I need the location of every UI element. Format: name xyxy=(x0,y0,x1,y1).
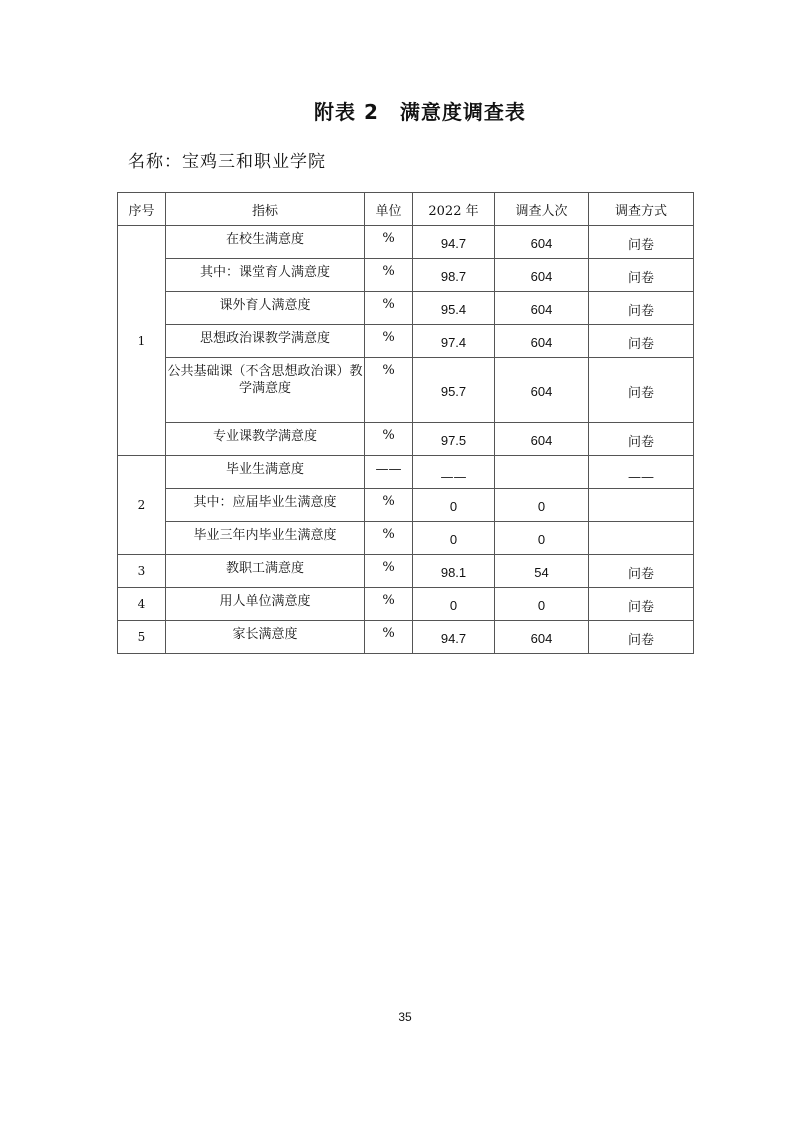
indicator-cell: 毕业三年内毕业生满意度 xyxy=(166,522,365,555)
table-row xyxy=(118,588,694,621)
value-cell: 95.7 xyxy=(413,358,495,423)
value-cell: 97.5 xyxy=(413,423,495,456)
table-row xyxy=(118,325,694,358)
unit-cell: % xyxy=(365,423,413,456)
method-cell: 问卷 xyxy=(589,259,694,292)
unit-cell: % xyxy=(365,226,413,259)
indicator-cell: 专业课教学满意度 xyxy=(166,423,365,456)
header-year: 2022 年 xyxy=(413,193,495,226)
count-cell: 604 xyxy=(495,325,589,358)
count-cell: 0 xyxy=(495,588,589,621)
header-indicator: 指标 xyxy=(166,193,365,226)
seq-cell: 3 xyxy=(118,555,166,588)
method-cell: 问卷 xyxy=(589,325,694,358)
count-cell: 604 xyxy=(495,358,589,423)
unit-cell: % xyxy=(365,292,413,325)
method-cell: 问卷 xyxy=(589,423,694,456)
table-row xyxy=(118,423,694,456)
method-cell: —— xyxy=(589,456,694,489)
indicator-cell: 毕业生满意度 xyxy=(166,456,365,489)
unit-cell: % xyxy=(365,489,413,522)
indicator-cell: 用人单位满意度 xyxy=(166,588,365,621)
count-cell: 0 xyxy=(495,522,589,555)
count-cell: 604 xyxy=(495,423,589,456)
count-cell: 0 xyxy=(495,489,589,522)
indicator-cell: 公共基础课（不含思想政治课）教学满意度 xyxy=(166,358,365,423)
value-cell: 0 xyxy=(413,588,495,621)
unit-cell: % xyxy=(365,522,413,555)
table-row xyxy=(118,555,694,588)
seq-cell: 2 xyxy=(118,456,166,555)
value-cell: 0 xyxy=(413,489,495,522)
method-cell: 问卷 xyxy=(589,555,694,588)
institution-name: 名称：宝鸡三和职业学院 xyxy=(128,152,326,172)
table-row xyxy=(118,226,694,259)
unit-cell: % xyxy=(365,259,413,292)
indicator-cell: 其中：课堂育人满意度 xyxy=(166,259,365,292)
method-cell: 问卷 xyxy=(589,588,694,621)
indicator-cell: 家长满意度 xyxy=(166,621,365,654)
indicator-cell: 其中：应届毕业生满意度 xyxy=(166,489,365,522)
method-cell: 问卷 xyxy=(589,292,694,325)
value-cell: 94.7 xyxy=(413,226,495,259)
value-cell: 97.4 xyxy=(413,325,495,358)
header-count: 调查人次 xyxy=(495,193,589,226)
table-row xyxy=(118,489,694,522)
count-cell xyxy=(495,456,589,489)
method-cell: 问卷 xyxy=(589,358,694,423)
seq-cell: 5 xyxy=(118,621,166,654)
table-row xyxy=(118,522,694,555)
indicator-cell: 思想政治课教学满意度 xyxy=(166,325,365,358)
method-cell: 问卷 xyxy=(589,226,694,259)
unit-cell: % xyxy=(365,621,413,654)
seq-cell: 1 xyxy=(118,226,166,456)
table-row xyxy=(118,292,694,325)
page-number: 35 xyxy=(398,1010,412,1024)
value-cell: 95.4 xyxy=(413,292,495,325)
value-cell: 94.7 xyxy=(413,621,495,654)
unit-cell: % xyxy=(365,325,413,358)
unit-cell: % xyxy=(365,588,413,621)
header-unit: 单位 xyxy=(365,193,413,226)
header-seq: 序号 xyxy=(118,193,166,226)
indicator-cell: 教职工满意度 xyxy=(166,555,365,588)
value-cell: 98.1 xyxy=(413,555,495,588)
table-row xyxy=(118,456,694,489)
method-cell: 问卷 xyxy=(589,621,694,654)
indicator-cell: 在校生满意度 xyxy=(166,226,365,259)
table-header-row xyxy=(118,193,694,226)
method-cell xyxy=(589,522,694,555)
page-title: 附表 2 满意度调查表 xyxy=(314,100,526,124)
value-cell: 98.7 xyxy=(413,259,495,292)
value-cell: 0 xyxy=(413,522,495,555)
unit-cell: % xyxy=(365,358,413,423)
count-cell: 604 xyxy=(495,621,589,654)
count-cell: 604 xyxy=(495,226,589,259)
value-cell: —— xyxy=(413,456,495,489)
seq-cell: 4 xyxy=(118,588,166,621)
table-row xyxy=(118,358,694,423)
count-cell: 604 xyxy=(495,259,589,292)
table-row xyxy=(118,621,694,654)
count-cell: 54 xyxy=(495,555,589,588)
indicator-cell: 课外育人满意度 xyxy=(166,292,365,325)
unit-cell: % xyxy=(365,555,413,588)
count-cell: 604 xyxy=(495,292,589,325)
method-cell xyxy=(589,489,694,522)
satisfaction-survey-table xyxy=(117,192,694,654)
table-row xyxy=(118,259,694,292)
unit-cell: —— xyxy=(365,456,413,489)
header-method: 调查方式 xyxy=(589,193,694,226)
